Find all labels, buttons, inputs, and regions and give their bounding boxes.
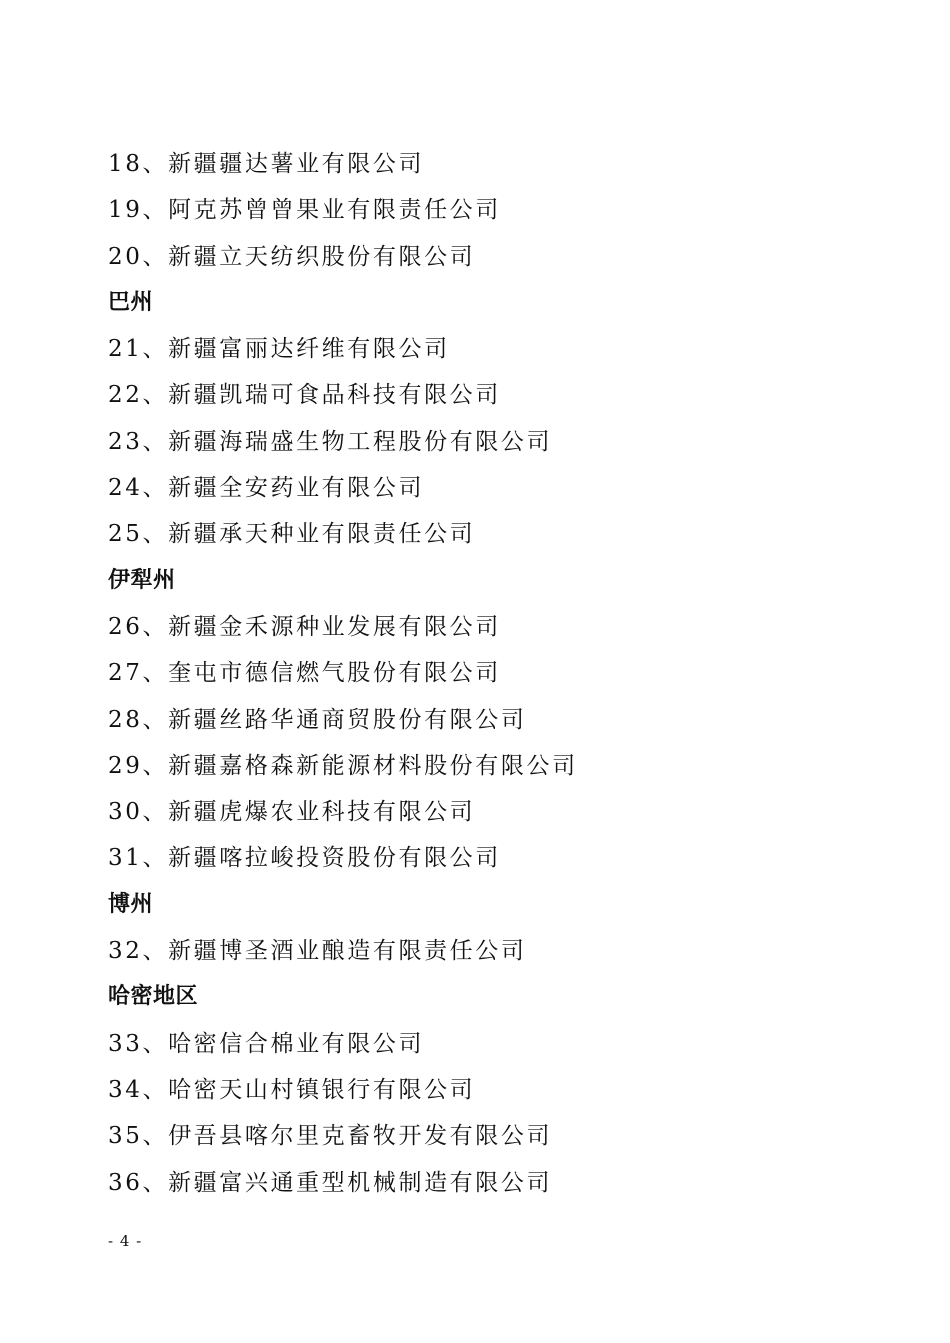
section-heading: 伊犁州 <box>108 567 176 593</box>
list-item: 26、新疆金禾源种业发展有限公司 <box>108 613 501 640</box>
list-item: 31、新疆喀拉峻投资股份有限公司 <box>108 845 501 872</box>
list-item: 25、新疆承天种业有限责任公司 <box>108 521 476 548</box>
list-item: 19、阿克苏曾曾果业有限责任公司 <box>108 197 501 224</box>
section-heading: 哈密地区 <box>108 984 199 1010</box>
list-item: 34、哈密天山村镇银行有限公司 <box>108 1076 476 1103</box>
list-item: 20、新疆立天纺织股份有限公司 <box>108 243 476 270</box>
list-item: 23、新疆海瑞盛生物工程股份有限公司 <box>108 428 553 455</box>
section-heading: 巴州 <box>108 289 154 315</box>
list-item: 32、新疆博圣酒业酿造有限责任公司 <box>108 938 527 965</box>
list-item: 21、新疆富丽达纤维有限公司 <box>108 336 450 363</box>
list-item: 22、新疆凯瑞可食品科技有限公司 <box>108 382 501 409</box>
list-item: 27、奎屯市德信燃气股份有限公司 <box>108 660 501 687</box>
list-item: 30、新疆虎爆农业科技有限公司 <box>108 799 476 826</box>
document-body <box>108 146 890 1211</box>
section-heading: 博州 <box>108 891 154 917</box>
list-item: 35、伊吾县喀尔里克畜牧开发有限公司 <box>108 1123 553 1150</box>
list-item: 28、新疆丝路华通商贸股份有限公司 <box>108 706 527 733</box>
list-item: 18、新疆疆达薯业有限公司 <box>108 151 425 177</box>
list-item: 24、新疆全安药业有限公司 <box>108 475 425 502</box>
list-item: 33、哈密信合棉业有限公司 <box>108 1030 425 1057</box>
page-number: - 4 - <box>108 1232 143 1250</box>
list-item: 29、新疆嘉格森新能源材料股份有限公司 <box>108 752 578 779</box>
list-item: 36、新疆富兴通重型机械制造有限公司 <box>108 1169 553 1196</box>
